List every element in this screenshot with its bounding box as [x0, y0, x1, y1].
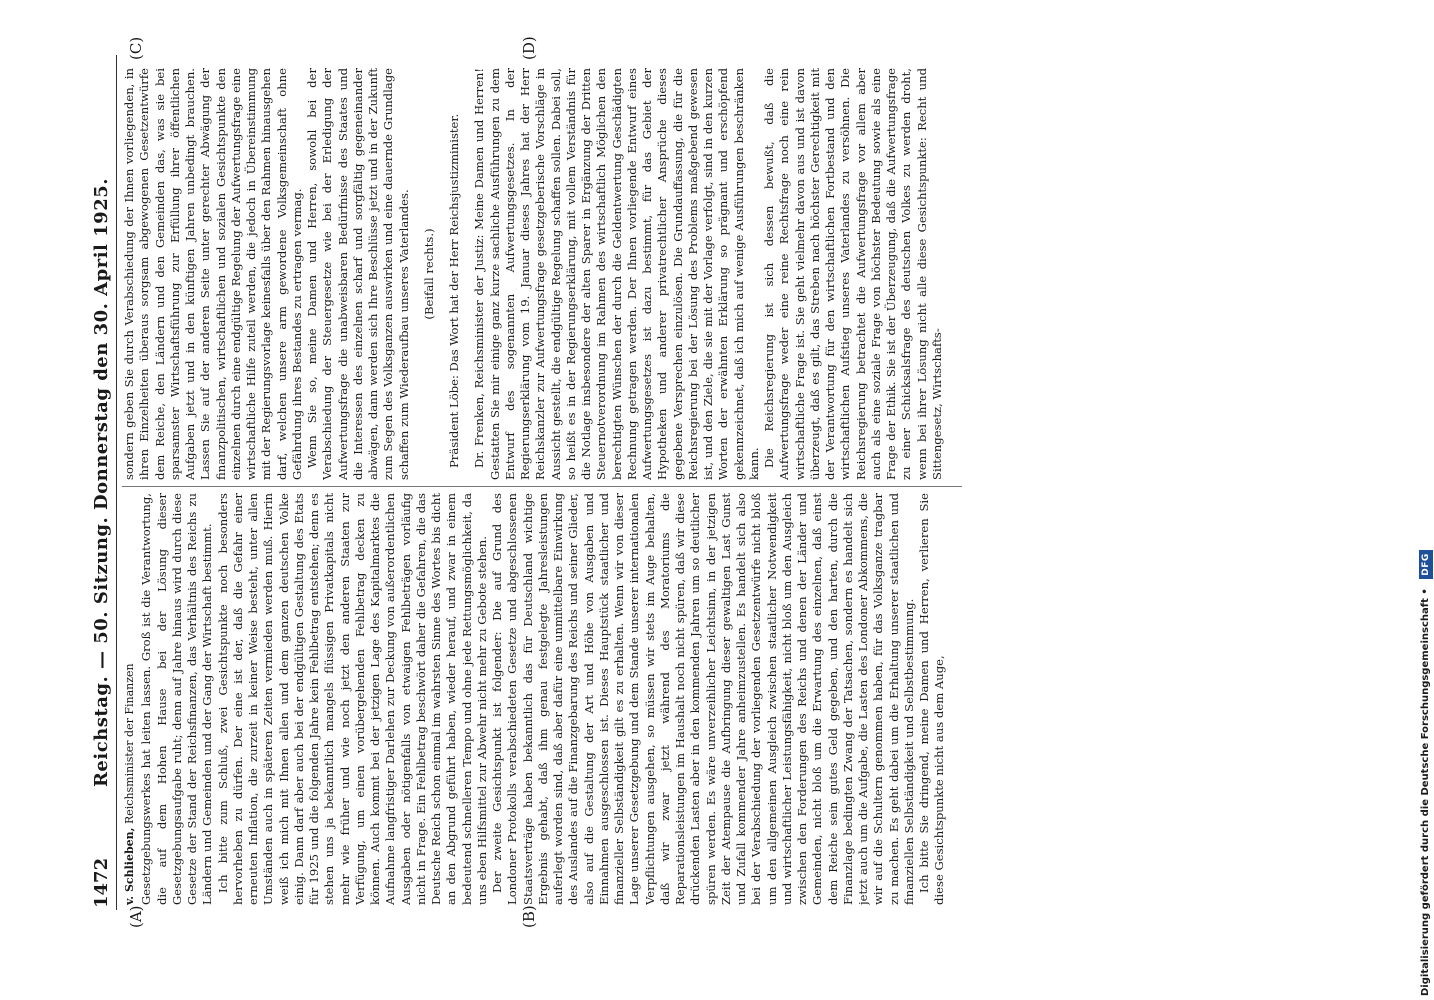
- column-divider: [122, 486, 962, 487]
- digitization-credit-text: Digitalisierung gefördert durch die Deutsche Forschungsgemeinschaft •: [1420, 588, 1431, 996]
- paragraph: Gesetzgebungswerkes hat leiten lassen. Groß ist die Verantwortung, die auf dem Hohen Hause bei der Lösung dieser Gesetzgebungsaufgabe ruht; denn auf Jahre hinaus wird durch diese Gesetze der Stand der Reichsfinanzen, das Verhältnis des Reichs zu Ländern und Gemeinden und der Gang der Wirtschaft bestimmt.: [139, 493, 215, 905]
- margin-marker-d: (D): [520, 36, 538, 60]
- applause-note: (Beifall rechts.): [421, 228, 436, 320]
- president-remark: Präsident Löbe: Das Wort hat der Herr Reichsjustizminister.: [447, 113, 461, 468]
- margin-marker-c: (C): [127, 36, 145, 60]
- paragraph: Der zweite Gesichtspunkt ist folgender: Die auf Grund des Londoner Protokolls verabschiedeten Gesetze und abgeschlossenen Staatsverträge haben bekanntlich das für Deutschland wichtige Ergebnis gehabt, daß ihm genau festgelegte Jahresleistungen auferlegt worden sind, daß aber dafür eine unmittelbare Einwirkung des Auslandes auf die Finanzgebarung des Reichs und seiner Glieder, also auf die Gestaltung der Art und Höhe von Ausgaben und Einnahmen ausgeschlossen ist. Dieses Hauptstück staatlicher und finanzieller Selbständigkeit gilt es zu erhalten. Wenn wir von dieser Lage unserer Gesetzgebung und dem Stande unserer internationalen Verpflichtungen ausgehen, so müssen wir stets im Auge behalten, daß wir zwar jetzt während des Moratoriums die Reparationsleistungen im Haushalt noch nicht spüren, daß wir diese drückenden Lasten aber in den kommenden Jahren um so deutlicher spüren werden. Es wäre unverzeihlicher Leichtsinn, in der jetzigen Zeit der Atempause die Aufbringung dieser gewaltigen Last Gunst und Zufall kommender Jahre anheimzustellen. Es handelt sich also bei der Verabschiedung der vorliegenden Gesetzentwürfe nicht bloß um den allgemeinen Ausgleich zwischen staatlicher Notwendigkeit und wirtschaftlicher Leistungsfähigkeit, nicht bloß um den Ausgleich zwischen den Forderungen des Reichs und denen der Länder und Gemeinden, nicht bloß um die Erwartung des einzelnen, daß einst dem Reiche sein gutes Geld gegeben, und den harten, durch die Finanzlage bedingten Zwang der Tatsachen, sondern es handelt sich jetzt auch um die Aufgabe, die Lasten des Londoner Abkommens, die wir auf die Schultern genommen haben, für das Volksganze tragbar zu machen. Es geht dabei um die Erhaltung unserer staatlichen und finanziellen Selbständigkeit und Selbstbestimmung.: [490, 493, 916, 905]
- paragraph: Wenn Sie so, meine Damen und Herren, sowohl bei der Verabschiedung der Steuergesetze wie bei der Erledigung der Aufwertungsfrage die unabweisbaren Bedürfnisse des Staates und die Interessen des einzelnen scharf und sorgfältig gegeneinander abwägen, dann werden sich Ihre Beschlüsse jetzt und in der Zukunft zum Segen des Volksganzen auswirken und eine dauernde Grundlage schaffen zum Wiederaufbau unseres Vaterlandes.: [305, 68, 411, 480]
- digitization-credit: [1419, 6, 1433, 996]
- running-head: Reichstag. — 50. Sitzung. Donnerstag den 30. April 1925.: [91, 177, 112, 788]
- paragraph: Ich bitte zum Schluß, zwei Gesichtspunkte noch besonders hervorheben zu dürfen. Der eine ist der, daß die Gefahr einer erneuten Inflation, die zurzeit in keiner Weise besteht, unter allen Umständen auch in späteren Zeiten vermieden werden muß. Hierin weiß ich mich mit Ihnen allen und dem ganzen deutschen Volke einig. Dann darf aber auch bei der endgültigen Gestaltung des Etats für 1925 und die folgenden Jahre kein Fehlbetrag entstehen; denn es stehen uns ja bekanntlich mangels flüssigen Privatkapitals nicht mehr wie früher und wie noch jetzt den anderen Staaten zur Verfügung, um einen vorübergehenden Fehlbetrag decken zu können. Auch kommt bei der jetzigen Lage des Kapitalmarktes die Aufnahme langfristiger Darlehen zur Deckung von außerordentlichen Ausgaben oder nötigenfalls von etwaigen Fehlbeträgen vorläufig nicht in Frage. Ein Fehlbetrag beschwört daher die Gefahren, die das Deutsche Reich schon einmal im wahrsten Sinne des Wortes bis dicht an den Abgrund geführt haben, wieder herauf, und zwar in einem bedeutend schnelleren Tempo und ohne jede Rettungsmöglichkeit, da uns eben Hilfsmittel zur Abwehr nicht mehr zu Gebote stehen.: [215, 493, 489, 905]
- margin-marker-b: (B): [520, 905, 538, 928]
- speaker-role: Reichsminister der Finanzen: [123, 663, 136, 825]
- right-text-column: [122, 68, 962, 480]
- dfg-logo: DFG: [1419, 550, 1433, 579]
- paragraph: Dr. Frenken, Reichsminister der Justiz: Meine Damen und Herren! Gestatten Sie mir einige ganz kurze sachliche Ausführungen zu dem Entwurf des sogenannten Aufwertungsgesetzes. In der Regierungserklärung vom 19. Januar dieses Jahres hat der Herr Reichskanzler zur Aufwertungsfrage gesetzgeberische Vorschläge in Aussicht gestellt, die endgültige Regelung schaffen sollen. Dabei soll, so heißt es in der Regierungserklärung, mit vollem Verständnis für die Notlage insbesondere der alten Sparer in Ergänzung der Dritten Steuernotverordnung im Rahmen des wirtschaftlich Möglichen den berechtigten Wünschen der durch die Geldentwertung Geschädigten Rechnung getragen werden. Der Ihnen vorliegende Entwurf eines Aufwertungsgesetzes ist dazu bestimmt, für das Gebiet der Hypotheken und anderer privatrechtlicher Ansprüche dieses gegebene Versprechen einzulösen. Die Grundauffassung, die für die Reichsregierung bei der Lösung des Problems maßgebend gewesen ist, und den Ziele, die sie mit der Vorlage verfolgt, sind in den kurzen Worten der erwähnten Erklärung so prägnant und erschöpfend gekennzeichnet, daß ich mich auf wenige Ausführungen beschränken kann.: [472, 68, 761, 480]
- left-text-column: [122, 493, 962, 905]
- paragraph: Ich bitte Sie dringend, meine Damen und Herren, verlieren Sie diese Gesichtspunkte nicht aus dem Auge,: [917, 493, 947, 905]
- paragraph: Die Reichsregierung ist sich dessen bewußt, daß die Aufwertungsfrage weder eine reine Rechtsfrage noch eine rein wirtschaftliche Frage ist. Sie geht vielmehr davon aus und ist davon überzeugt, daß es gilt, das Streben nach höchster Gerechtigkeit mit der Verantwortung für den wirtschaftlichen Fortbestand und den wirtschaftlichen Aufstieg unseres Vaterlandes zu versöhnen. Die Reichsregierung betrachtet die Aufwertungsfrage vor allem aber auch als eine soziale Frage von höchster Bedeutung sowie als eine Frage der Ethik. Sie ist der Überzeugung, daß die Aufwertungsfrage zu einer Schicksalsfrage des deutschen Volkes zu werden droht, wenn bei ihrer Lösung nicht alle diese Gesichtspunkte: Recht und Sittengesetz, Wirtschafts-: [762, 68, 944, 480]
- page-number: 1472: [91, 857, 112, 908]
- speaker-name: v. Schlieben,: [123, 827, 136, 905]
- paragraph: sondern geben Sie durch Verabschiedung der Ihnen vorliegenden, in ihren Einzelheiten überaus sorgsam abgewogenen Gesetzentwürfe dem Reiche, den Ländern und den Gemeinden das, was sie bei sparsamster Wirtschaftsführung zur Erfüllung ihrer öffentlichen Aufgaben jetzt und in den künftigen Jahren unbedingt brauchen. Lassen Sie auf der anderen Seite unter gerechter Abwägung der finanzpolitischen, wirtschaftlichen und sozialen Gesichtspunkte den einzelnen durch eine endgültige Regelung der Aufwertungsfrage eine wirtschaftliche Hilfe zuteil werden, die jedoch in Übereinstimmung mit der Regierungsvorlage keinesfalls über den Rahmen hinausgehen darf, welchen unsere arm gewordene Volksgemeinschaft ohne Gefährdung ihres Bestandes zu ertragen vermag.: [122, 68, 304, 480]
- page-header: [86, 55, 117, 910]
- margin-marker-a: (A): [127, 905, 145, 928]
- speaker-line: [122, 493, 137, 905]
